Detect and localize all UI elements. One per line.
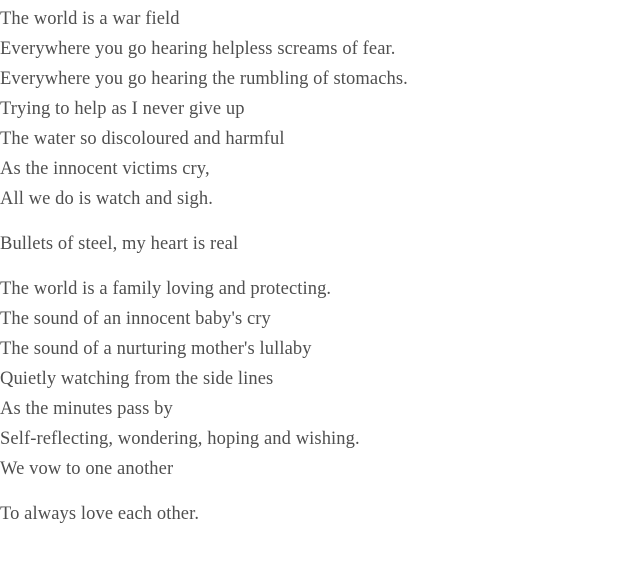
poem-line: To always love each other.: [0, 504, 200, 524]
poem-line: Bullets of steel, my heart is real: [0, 234, 239, 254]
poem-line: As the innocent victims cry,: [0, 159, 210, 179]
poem-line: All we do is watch and sigh.: [0, 189, 213, 209]
poem-line: Everywhere you go hearing the rumbling of stomachs.: [0, 69, 408, 89]
poem-stanza: [0, 4, 633, 214]
poem-line: Self-reflecting, wondering, hoping and wishing.: [0, 429, 360, 449]
poem-stanza: [0, 229, 633, 259]
poem-line: The world is a family loving and protecting.: [0, 279, 332, 299]
poem-line: The sound of a nurturing mother's lullaby: [0, 339, 312, 359]
poem-line: The water so discoloured and harmful: [0, 129, 285, 149]
poem-line: Everywhere you go hearing helpless screams of fear.: [0, 39, 396, 59]
poem-stanza: [0, 499, 633, 529]
poem-line: Trying to help as I never give up: [0, 99, 245, 119]
poem-line: Quietly watching from the side lines: [0, 369, 274, 389]
poem-stanza: [0, 274, 633, 484]
poem-line: We vow to one another: [0, 459, 174, 479]
poem-line: The world is a war field: [0, 9, 180, 29]
poem-line: As the minutes pass by: [0, 399, 173, 419]
poem-line: The sound of an innocent baby's cry: [0, 309, 271, 329]
